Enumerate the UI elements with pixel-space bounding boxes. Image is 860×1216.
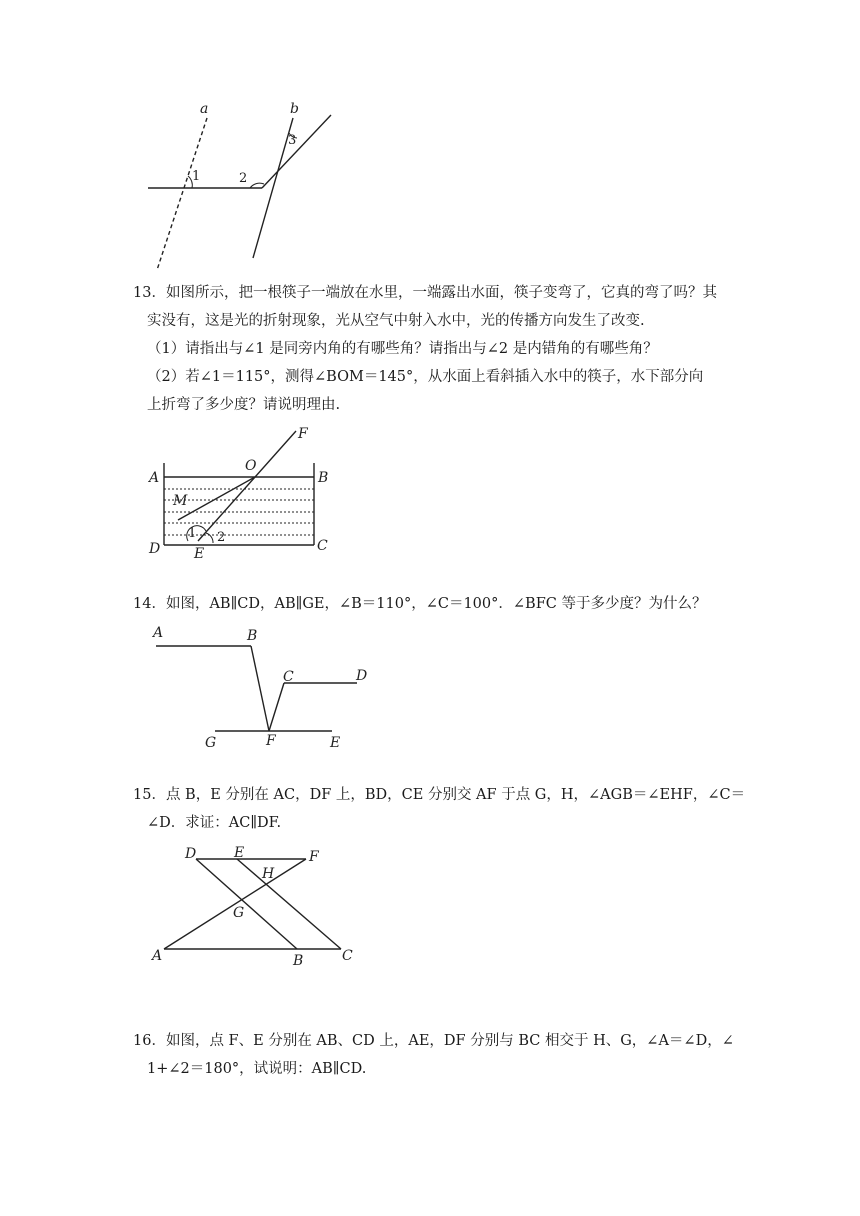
problem-16: [133, 1027, 753, 1083]
label-angle-1: 1: [192, 169, 201, 184]
label-A-14: A: [153, 625, 164, 641]
label-B-14: B: [247, 628, 258, 644]
problem-13-q1: （1）请指出与∠1 是同旁内角的有哪些角？请指出与∠2 是内错角的有哪些角？: [147, 341, 658, 357]
label-G-15: G: [233, 905, 245, 921]
label-1-13: 1: [188, 526, 197, 541]
label-A-15: A: [152, 948, 163, 964]
problem-13-line2: 实没有，这是光的折射现象，光从空气中射入水中，光的传播方向发生了改变.: [147, 313, 645, 329]
label-angle-2: 2: [239, 171, 248, 186]
label-E-15: E: [234, 845, 245, 861]
label-C-13: C: [317, 538, 328, 554]
label-B-15: B: [293, 953, 304, 969]
label-2-13: 2: [217, 530, 226, 545]
segment-EC: [237, 859, 341, 949]
problem-13-line1: 13．如图所示，把一根筷子一端放在水里，一端露出水面，筷子变弯了，它真的弯了吗？其: [133, 285, 717, 301]
problem-16-line2: 1+∠2＝180°，试说明：AB∥CD.: [147, 1061, 367, 1077]
problem-16-line1: 16．如图，点 F、E 分别在 AB、CD 上，AE，DF 分别与 BC 相交于 H、G，∠A＝∠D，∠: [133, 1033, 734, 1049]
label-G-14: G: [205, 735, 217, 751]
label-E-14: E: [330, 735, 341, 751]
label-F-14: F: [266, 733, 276, 749]
label-D-14: D: [356, 668, 368, 684]
label-b: b: [290, 101, 299, 117]
label-C-14: C: [283, 669, 294, 685]
label-F-13: F: [298, 426, 308, 442]
problem-15-line2: ∠D．求证：AC∥DF.: [147, 815, 282, 831]
label-O-13: O: [245, 458, 257, 474]
label-D-15: D: [185, 846, 197, 862]
label-B-13: B: [318, 470, 329, 486]
label-E-13: E: [194, 546, 205, 562]
label-M-13: M: [173, 493, 188, 509]
problem-14-line1: 14．如图，AB∥CD，AB∥GE，∠B＝110°，∠C＝100°．∠BFC 等于多少度？为什么？: [133, 596, 707, 612]
problem-13-q2b: 上折弯了多少度？请说明理由.: [147, 397, 341, 413]
label-D-13: D: [149, 541, 161, 557]
problem-15-line1: 15．点 B，E 分别在 AC，DF 上，BD，CE 分别交 AF 于点 G，H，∠AGB＝∠EHF，∠C＝: [133, 787, 746, 803]
problem-13-q2a: （2）若∠1＝115°，测得∠BOM＝145°，从水面上看斜插入水中的筷子，水下部分向: [147, 369, 704, 385]
segment-AF: [164, 859, 306, 949]
label-a: a: [200, 101, 209, 117]
label-C-15: C: [342, 948, 353, 964]
label-H-15: H: [262, 866, 275, 882]
label-A-13: A: [149, 470, 160, 486]
label-F-15: F: [309, 849, 319, 865]
segment-DB: [196, 859, 297, 949]
label-angle-3: 3: [288, 133, 297, 148]
